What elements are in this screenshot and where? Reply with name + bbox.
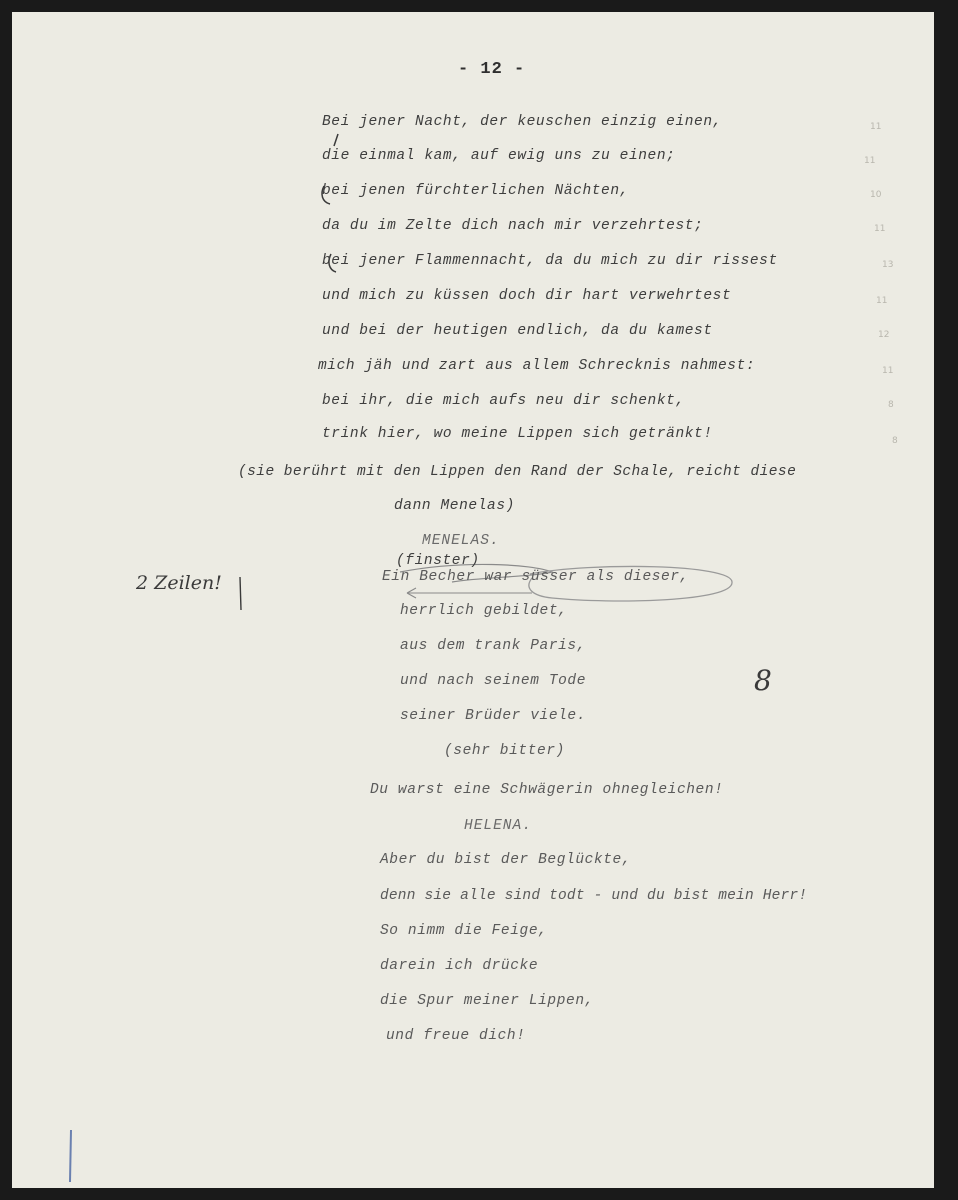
verse-line: Aber du bist der Beglückte, xyxy=(380,852,632,868)
syllable-count: 11 xyxy=(876,296,888,306)
verse-line: Du warst eine Schwägerin ohnegleichen! xyxy=(370,782,724,798)
verse-line: und nach seinem Tode xyxy=(400,673,587,689)
verse-line: denn sie alle sind todt - und du bist mein Herr! xyxy=(380,888,808,904)
poem-line: mich jäh und zart aus allem Schrecknis nahmest: xyxy=(318,358,756,374)
poem-line: da du im Zelte dich nach mir verzehrtest; xyxy=(322,218,704,234)
verse-line: darein ich drücke xyxy=(380,958,539,974)
margin-number: 8 xyxy=(754,664,772,697)
verse-line: die Spur meiner Lippen, xyxy=(380,993,594,1009)
poem-line: und bei der heutigen endlich, da du kamest xyxy=(322,323,713,339)
page-number: - 12 - xyxy=(458,60,526,79)
syllable-count: 11 xyxy=(864,156,876,166)
syllable-count: 8 xyxy=(892,436,898,446)
poem-line: bei ihr, die mich aufs neu dir schenkt, xyxy=(322,393,685,409)
syllable-count: 12 xyxy=(878,330,890,340)
syllable-count: 8 xyxy=(888,400,894,410)
syllable-count: 11 xyxy=(870,122,882,132)
speaker-name: MENELAS. xyxy=(422,533,500,549)
verse-line: herrlich gebildet, xyxy=(400,603,568,619)
poem-line: bei jenen fürchterlichen Nächten, xyxy=(322,183,629,199)
typescript-page xyxy=(12,12,934,1188)
syllable-count: 11 xyxy=(882,366,894,376)
stage-direction: dann Menelas) xyxy=(394,498,515,514)
syllable-count: 11 xyxy=(874,224,886,234)
poem-line: die einmal kam, auf ewig uns zu einen; xyxy=(322,148,676,164)
syllable-count: 13 xyxy=(882,260,894,270)
speaker-name: HELENA. xyxy=(464,818,532,834)
poem-line: und mich zu küssen doch dir hart verwehrtest xyxy=(322,288,732,304)
stage-direction: (sehr bitter) xyxy=(444,743,565,759)
verse-line: und freue dich! xyxy=(386,1028,526,1044)
poem-line: Bei jener Nacht, der keuschen einzig einen, xyxy=(322,114,722,130)
poem-line: bei jener Flammennacht, da du mich zu dir rissest xyxy=(322,253,778,269)
verse-line: aus dem trank Paris, xyxy=(400,638,587,654)
poem-line: trink hier, wo meine Lippen sich getränkt! xyxy=(322,426,713,442)
verse-line: seiner Brüder viele. xyxy=(400,708,587,724)
verse-line: So nimm die Feige, xyxy=(380,923,548,939)
margin-note: 2 Zeilen! xyxy=(136,572,222,594)
stage-direction: (sie berührt mit den Lippen den Rand der Schale, reicht diese xyxy=(238,464,797,480)
verse-line: Ein Becher war süsser als dieser, xyxy=(382,569,689,585)
stage-direction: (finster) xyxy=(396,553,480,569)
syllable-count: 10 xyxy=(870,190,882,200)
